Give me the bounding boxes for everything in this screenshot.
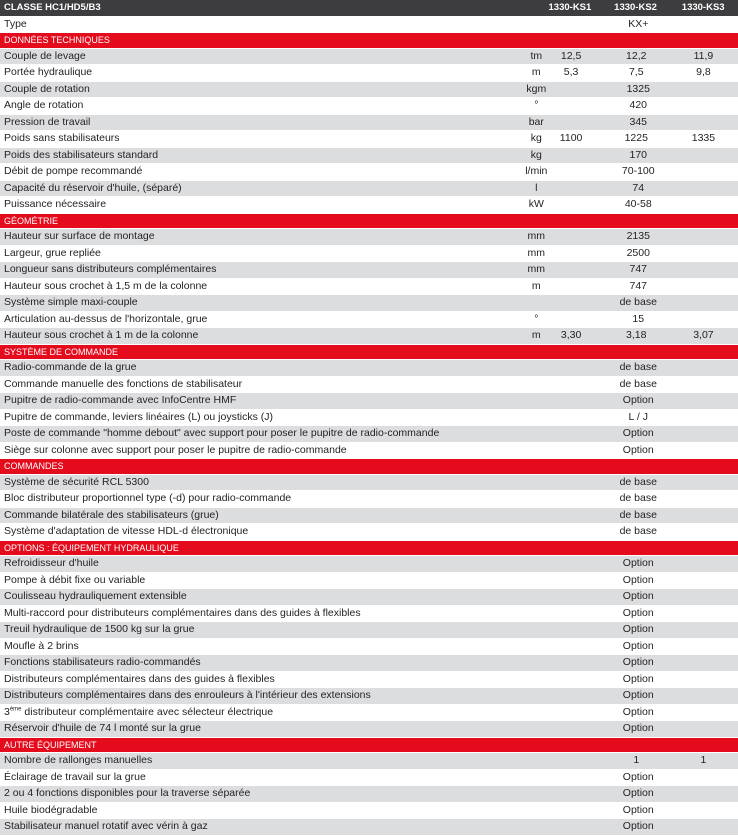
section-header: [0, 459, 738, 475]
sections-container: [0, 33, 738, 836]
row-label: Pompe à débit fixe ou variable: [4, 573, 146, 586]
row-value: de base: [619, 361, 657, 373]
row-label: 2 ou 4 fonctions disponibles pour la traverse séparée: [4, 787, 251, 799]
row-value-ks1: 12,5: [560, 49, 582, 62]
row-value-ks3: 1335: [691, 132, 716, 144]
section-header: [0, 214, 738, 230]
type-row: [0, 17, 738, 34]
table-row: [0, 426, 738, 443]
table-row: [0, 786, 738, 803]
row-value: L / J: [628, 410, 648, 423]
row-unit: l/min: [525, 165, 548, 177]
row-value-ks1: [539, 753, 604, 769]
row-value-ks1: 1100: [559, 132, 583, 144]
section-header: [0, 33, 738, 49]
table-row: [0, 377, 738, 394]
row-value-ks3: 9,8: [696, 66, 711, 78]
table-title: CLASSE HC1/HD5/B3: [4, 2, 101, 13]
row-value: 2135: [626, 230, 650, 242]
row-unit: tm: [530, 49, 543, 62]
row-value-ks1: 5,3: [563, 66, 579, 78]
table-row: [0, 672, 738, 689]
row-label: Bloc distributeur proportionnel type (-d) pour radio-commande: [4, 492, 292, 504]
row-label: Capacité du réservoir d'huile, (séparé): [4, 181, 182, 194]
row-value-ks1: 3,30: [560, 329, 582, 341]
row-label: Réservoir d'huile de 74 l monté sur la grue: [4, 722, 201, 734]
type-value: KX+: [628, 17, 649, 30]
table-row: [0, 803, 738, 820]
row-value: 747: [629, 279, 648, 292]
row-unit: bar: [528, 115, 544, 128]
table-row: [0, 181, 738, 198]
row-value: Option: [622, 705, 654, 718]
row-value-ks2: 12,2: [626, 49, 647, 62]
row-label: Huile biodégradable: [4, 803, 98, 816]
row-unit: kg: [530, 148, 542, 161]
table-row: [0, 197, 738, 214]
row-label: Commande manuelle des fonctions de stabilisateur: [4, 377, 243, 390]
row-label: Éclairage de travail sur la grue: [4, 770, 146, 783]
table-row: [0, 164, 738, 181]
table-row: [0, 262, 738, 279]
row-value: Option: [622, 443, 654, 456]
row-label: Refroidisseur d'huile: [4, 557, 99, 569]
table-row: [0, 524, 738, 541]
row-label: Pupitre de commande, leviers linéaires (L) ou joysticks (J): [4, 410, 274, 423]
row-label: Largeur, grue repliée: [4, 246, 101, 259]
row-value: Option: [622, 557, 654, 569]
row-value: 40-58: [624, 198, 652, 210]
row-value: de base: [619, 296, 657, 308]
row-label: Portée hydraulique: [4, 66, 93, 78]
section-header: [0, 345, 738, 361]
table-row: [0, 393, 738, 410]
row-value-ks2: 1: [633, 754, 640, 766]
table-row: [0, 655, 738, 672]
row-value: 747: [629, 263, 648, 275]
section-title: AUTRE ÉQUIPEMENT: [4, 739, 97, 750]
row-label: Système de sécurité RCL 5300: [4, 475, 149, 488]
row-value: Option: [622, 427, 654, 439]
table-row: [0, 770, 738, 787]
row-label: Articulation au-dessus de l'horizontale, grue: [4, 312, 208, 325]
table-row: [0, 589, 738, 606]
table-row: [0, 508, 738, 525]
table-row: [0, 229, 738, 246]
row-label: Puissance nécessaire: [4, 198, 107, 210]
row-value: 15: [632, 312, 645, 325]
row-label: Système simple maxi-couple: [4, 296, 138, 308]
row-unit: l: [535, 181, 538, 194]
row-value-ks3: 11,9: [693, 49, 714, 62]
table-row: [0, 295, 738, 312]
row-value: 74: [632, 181, 645, 194]
row-value-ks3: 1: [700, 754, 707, 766]
row-label: Débit de pompe recommandé: [4, 165, 143, 177]
row-value: Option: [622, 639, 654, 652]
section-header: [0, 738, 738, 754]
table-row: [0, 410, 738, 427]
row-unit: mm: [527, 246, 546, 259]
table-row: [0, 753, 738, 770]
table-row: [0, 246, 738, 263]
table-row: [0, 65, 738, 82]
row-label: Hauteur sous crochet à 1 m de la colonne: [4, 329, 199, 341]
row-label: Treuil hydraulique de 1500 kg sur la grue: [4, 623, 195, 635]
row-label: Coulisseau hydrauliquement extensible: [4, 590, 187, 602]
row-unit: m: [531, 66, 541, 78]
row-label: Couple de rotation: [4, 82, 90, 95]
row-value: 345: [629, 115, 648, 128]
section-title: GÉOMÉTRIE: [4, 215, 59, 226]
table-row: [0, 279, 738, 296]
row-value: 2500: [626, 246, 650, 259]
table-row: [0, 98, 738, 115]
row-label: Poids sans stabilisateurs: [4, 132, 120, 144]
row-value-ks2: 7,5: [628, 66, 644, 78]
section-title: DONNÉES TECHNIQUES: [4, 35, 110, 45]
row-value: Option: [622, 820, 654, 832]
row-label: Siège sur colonne avec support pour poser le pupitre de radio-commande: [4, 443, 347, 456]
row-value: Option: [622, 787, 654, 799]
table-row: [0, 573, 738, 590]
table-row: [0, 491, 738, 508]
row-label: Hauteur sous crochet à 1,5 m de la colonne: [4, 279, 208, 292]
table-row: [0, 115, 738, 132]
table-row: [0, 819, 738, 836]
model-ks1-heading: 1330-KS1: [548, 2, 592, 13]
row-label: Couple de levage: [4, 49, 86, 62]
row-value: Option: [622, 573, 654, 586]
section-header: [0, 541, 738, 557]
row-value: Option: [622, 770, 654, 783]
row-value: 170: [629, 148, 648, 161]
row-unit: mm: [527, 263, 546, 275]
table-row: [0, 556, 738, 573]
row-label: Commande bilatérale des stabilisateurs (grue): [4, 508, 219, 521]
row-label: Système d'adaptation de vitesse HDL-d électronique: [4, 525, 249, 537]
type-label: Type: [4, 17, 27, 30]
row-unit: m: [531, 329, 541, 341]
row-value: Option: [622, 803, 654, 816]
row-value: Option: [622, 623, 654, 635]
row-value: de base: [619, 525, 657, 537]
row-label: Longueur sans distributeurs complémentaires: [4, 263, 217, 275]
row-value: Option: [622, 394, 654, 406]
table-row: [0, 82, 738, 99]
table-row: [0, 721, 738, 738]
row-unit: mm: [527, 230, 546, 242]
table-row: [0, 622, 738, 639]
table-row: [0, 475, 738, 492]
table-row: [0, 705, 738, 722]
model-ks2-heading: 1330-KS2: [614, 2, 657, 13]
row-label: Fonctions stabilisateurs radio-commandés: [4, 656, 201, 668]
row-value: Option: [622, 656, 654, 668]
row-label: Distributeurs complémentaires dans des enrouleurs à l'intérieur des extensions: [4, 689, 371, 701]
section-title: OPTIONS : ÉQUIPEMENT HYDRAULIQUE: [4, 542, 179, 553]
row-value: Option: [622, 606, 654, 619]
row-value: de base: [619, 475, 657, 488]
row-unit: m: [531, 279, 541, 292]
row-label: Poste de commande "homme debout" avec support pour poser le pupitre de radio-commande: [4, 427, 440, 439]
table-header: [0, 0, 738, 17]
row-value: de base: [619, 377, 657, 390]
row-value: Option: [622, 590, 654, 602]
row-label: Nombre de rallonges manuelles: [4, 754, 153, 766]
row-label: Distributeurs complémentaires dans des guides à flexibles: [4, 672, 275, 685]
row-value: Option: [622, 689, 654, 701]
row-label: 3ème distributeur complémentaire avec sélecteur électrique: [4, 705, 274, 718]
row-value: 1325: [626, 82, 650, 95]
row-value-ks2: 1225: [624, 132, 648, 144]
row-label: Multi-raccord pour distributeurs complémentaires dans des guides à flexibles: [4, 606, 361, 619]
row-value-ks2: 3,18: [626, 329, 647, 341]
table-row: [0, 148, 738, 165]
row-value: Option: [622, 672, 654, 685]
row-value: 420: [629, 99, 648, 111]
table-row: [0, 328, 738, 345]
row-label: Pupitre de radio-commande avec InfoCentre HMF: [4, 394, 237, 406]
row-label: Stabilisateur manuel rotatif avec vérin à gaz: [4, 820, 208, 832]
row-label: Radio-commande de la grue: [4, 361, 137, 373]
table-row: [0, 360, 738, 377]
row-unit: °: [534, 312, 539, 325]
row-value-ks3: 3,07: [693, 329, 714, 341]
table-row: [0, 49, 738, 66]
table-row: [0, 443, 738, 460]
row-unit: kg: [530, 132, 542, 144]
row-label: Poids des stabilisateurs standard: [4, 148, 159, 161]
row-value: de base: [619, 508, 657, 521]
row-label: Pression de travail: [4, 115, 91, 128]
ordinal-suffix: ème: [9, 706, 22, 712]
row-unit: kW: [528, 198, 544, 210]
row-value: Option: [622, 722, 654, 734]
row-label: Moufle à 2 brins: [4, 639, 79, 652]
row-label: Hauteur sur surface de montage: [4, 230, 155, 242]
section-title: SYSTÈME DE COMMANDE: [4, 346, 119, 357]
section-title: COMMANDES: [4, 461, 64, 471]
table-row: [0, 312, 738, 329]
row-label: Angle de rotation: [4, 99, 84, 111]
row-unit: kgm: [526, 82, 547, 95]
row-unit: °: [534, 99, 539, 111]
table-row: [0, 606, 738, 623]
table-row: [0, 688, 738, 705]
table-row: [0, 639, 738, 656]
row-value: de base: [619, 492, 657, 504]
model-ks3-heading: 1330-KS3: [681, 2, 725, 13]
table-row: [0, 131, 738, 148]
row-value: 70-100: [621, 165, 655, 177]
